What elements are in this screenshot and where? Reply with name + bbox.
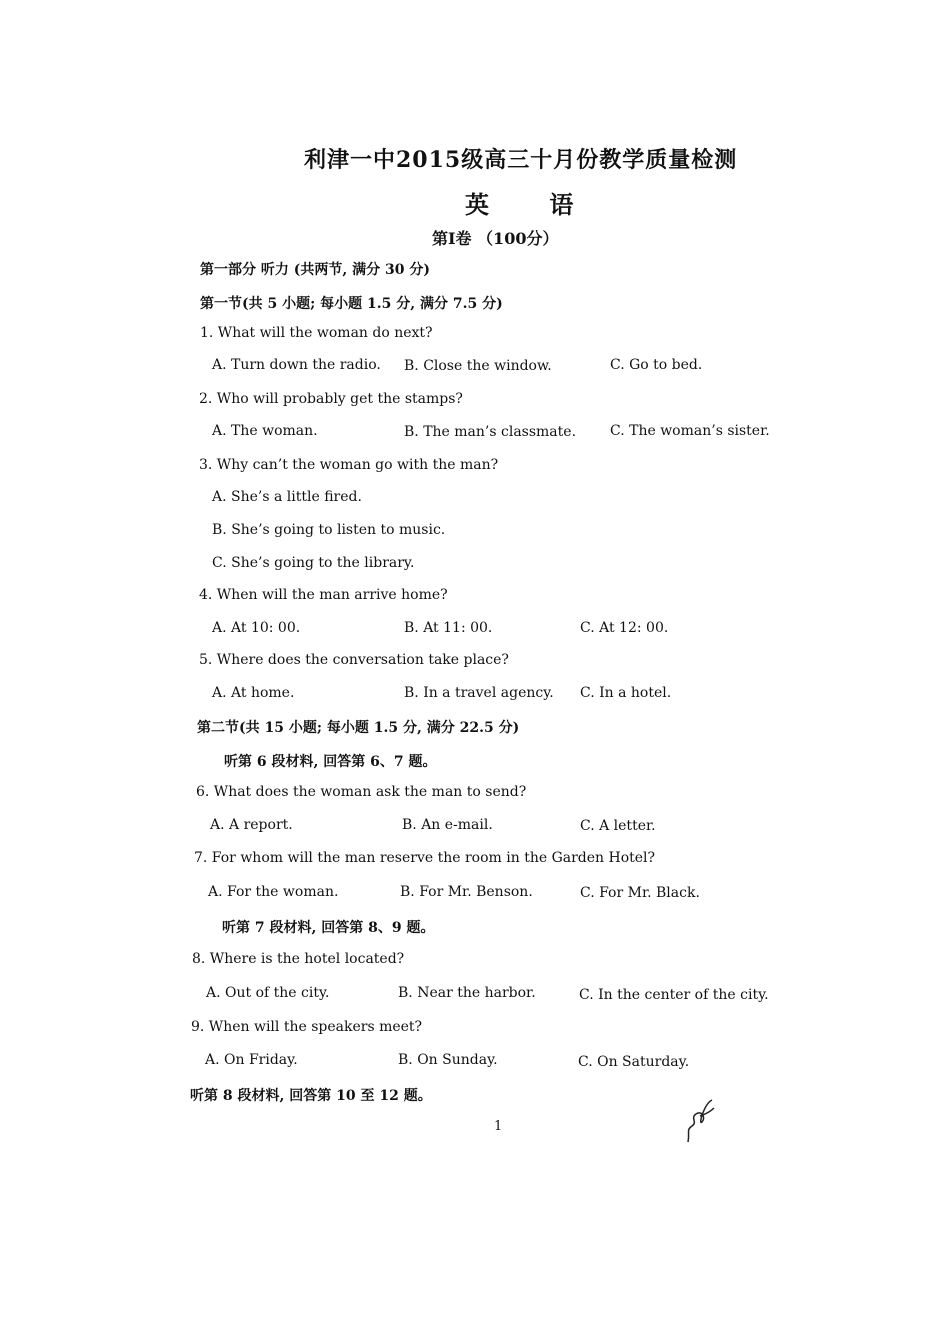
handwritten-mark: [680, 1096, 720, 1146]
material-instruction: 听第 6 段材料, 回答第 6、7 题。: [224, 754, 437, 770]
option-a: A. The woman.: [212, 423, 318, 439]
question: 5. Where does the conversation take place?: [199, 652, 509, 668]
option-c: C. Go to bed.: [610, 357, 703, 373]
option-b: B. On Sunday.: [398, 1052, 498, 1068]
option-c: C. She’s going to the library.: [212, 555, 415, 571]
option-a: A. For the woman.: [208, 884, 339, 900]
page-number: 1: [494, 1119, 503, 1134]
option-b: B. In a travel agency.: [404, 685, 554, 701]
option-c: C. At 12: 00.: [580, 620, 669, 636]
question: 3. Why can’t the woman go with the man?: [199, 457, 499, 473]
question: 1. What will the woman do next?: [200, 325, 433, 341]
question: 7. For whom will the man reserve the room in the Garden Hotel?: [194, 850, 656, 866]
section-heading: 第一节(共 5 小题; 每小题 1.5 分, 满分 7.5 分): [200, 296, 503, 312]
option-b: B. For Mr. Benson.: [400, 884, 533, 900]
exam-title: 利津一中2015级高三十月份教学质量检测: [304, 147, 738, 173]
part-heading: 第一部分 听力 (共两节, 满分 30 分): [200, 262, 430, 278]
material-instruction: 听第 7 段材料, 回答第 8、9 题。: [222, 920, 435, 936]
option-b: B. Near the harbor.: [398, 985, 536, 1001]
option-a: A. At home.: [212, 685, 295, 701]
material-instruction: 听第 8 段材料, 回答第 10 至 12 题。: [190, 1088, 432, 1104]
option-b: B. At 11: 00.: [404, 620, 493, 636]
option-c: C. In the center of the city.: [579, 987, 769, 1003]
option-c: C. The woman’s sister.: [610, 423, 770, 439]
option-b: B. The man’s classmate.: [404, 424, 577, 440]
question: 6. What does the woman ask the man to send?: [196, 784, 527, 800]
option-b: B. She’s going to listen to music.: [212, 522, 446, 538]
option-c: C. On Saturday.: [578, 1054, 690, 1070]
question: 2. Who will probably get the stamps?: [199, 391, 463, 407]
subject-title: 英 语: [465, 190, 600, 219]
question: 4. When will the man arrive home?: [199, 587, 448, 603]
option-c: C. In a hotel.: [580, 685, 672, 701]
option-a: A. On Friday.: [205, 1052, 298, 1068]
option-b: B. An e-mail.: [402, 817, 493, 833]
option-a: A. Turn down the radio.: [212, 357, 381, 373]
option-a: A. She’s a little fired.: [212, 489, 362, 505]
question: 8. Where is the hotel located?: [192, 951, 405, 967]
option-b: B. Close the window.: [404, 358, 552, 374]
volume-heading: 第Ⅰ卷 （100分）: [432, 229, 559, 248]
option-a: A. Out of the city.: [206, 985, 330, 1001]
option-c: C. For Mr. Black.: [580, 885, 700, 901]
option-c: C. A letter.: [580, 818, 656, 834]
section-heading: 第二节(共 15 小题; 每小题 1.5 分, 满分 22.5 分): [197, 720, 520, 736]
option-a: A. At 10: 00.: [212, 620, 301, 636]
question: 9. When will the speakers meet?: [191, 1019, 423, 1035]
option-a: A. A report.: [210, 817, 293, 833]
